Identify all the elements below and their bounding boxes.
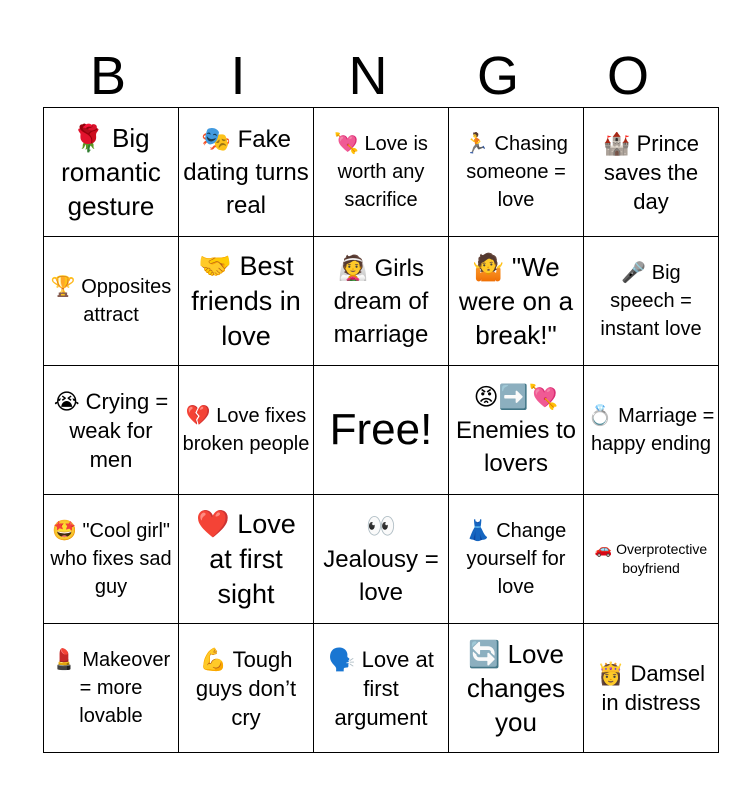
bingo-cell[interactable] <box>44 108 179 237</box>
cell-text: 💘 Love is worth any sacrifice <box>334 133 428 211</box>
header-letter-i: I <box>230 46 246 106</box>
cell-text: 💍 Marriage = happy ending <box>587 405 715 455</box>
cell-text: 🏃 Chasing someone = love <box>464 133 568 211</box>
bingo-board <box>43 107 719 753</box>
board-row-3 <box>44 366 719 495</box>
bingo-cell[interactable] <box>179 495 314 624</box>
bingo-header <box>43 40 693 108</box>
cell-text: ❤️ Love at first sight <box>196 508 296 609</box>
cell-text: 🗣️ Love at first argument <box>328 646 434 730</box>
bingo-cell[interactable] <box>449 237 584 366</box>
bingo-cell[interactable] <box>584 237 719 366</box>
board-row-2 <box>44 237 719 366</box>
cell-text: 🤝 Best friends in love <box>191 250 301 351</box>
cell-text: 👸 Damsel in distress <box>596 661 706 715</box>
bingo-cell[interactable] <box>584 495 719 624</box>
header-letter-n: N <box>348 46 388 106</box>
cell-text: 👰 Girls dream of marriage <box>333 254 429 348</box>
cell-text: 🔄 Love changes you <box>466 639 566 737</box>
bingo-cell[interactable] <box>44 237 179 366</box>
cell-text: 😭 Crying = weak for men <box>53 388 169 472</box>
cell-text: 🏆 Opposites attract <box>50 276 172 326</box>
bingo-cell[interactable] <box>44 624 179 753</box>
bingo-cell[interactable] <box>449 366 584 495</box>
board-row-5 <box>44 624 719 753</box>
free-space[interactable] <box>314 366 449 495</box>
bingo-cell[interactable] <box>179 366 314 495</box>
cell-text: 🏰 Prince saves the day <box>603 130 699 214</box>
header-letter-o: O <box>606 46 649 106</box>
bingo-cell[interactable] <box>449 495 584 624</box>
cell-text: 💪 Tough guys don’t cry <box>195 646 297 730</box>
cell-text: 👀 Jealousy = love <box>323 512 439 606</box>
cell-text: 💄 Makeover = more lovable <box>51 649 171 727</box>
bingo-cell[interactable] <box>584 108 719 237</box>
cell-text: 🎭 Fake dating turns real <box>183 125 309 219</box>
bingo-cell[interactable] <box>314 495 449 624</box>
cell-text: 🤩 "Cool girl" who fixes sad guy <box>50 520 172 598</box>
cell-text: 🎤 Big speech = instant love <box>600 262 702 340</box>
cell-text: 😡➡️💘 Enemies to lovers <box>455 383 577 477</box>
cell-text: 🚗 Overprotective boyfriend <box>594 541 708 576</box>
bingo-cell[interactable] <box>314 108 449 237</box>
cell-text: 🌹 Big romantic gesture <box>61 123 161 221</box>
free-space-label: Free! <box>329 405 433 454</box>
bingo-cell[interactable] <box>449 624 584 753</box>
header-letter-b: B <box>89 46 127 106</box>
bingo-cell[interactable] <box>44 495 179 624</box>
bingo-cell[interactable] <box>584 366 719 495</box>
bingo-cell[interactable] <box>179 237 314 366</box>
header-letter-g: G <box>476 46 519 106</box>
bingo-cell[interactable] <box>314 237 449 366</box>
board-row-4 <box>44 495 719 624</box>
bingo-cell[interactable] <box>314 624 449 753</box>
cell-text: 💔 Love fixes broken people <box>182 405 310 455</box>
board-row-1 <box>44 108 719 237</box>
cell-text: 🤷 "We were on a break!" <box>458 252 574 350</box>
cell-text: 👗 Change yourself for love <box>465 520 567 598</box>
bingo-cell[interactable] <box>44 366 179 495</box>
bingo-cell[interactable] <box>179 108 314 237</box>
bingo-cell[interactable] <box>179 624 314 753</box>
bingo-cell[interactable] <box>449 108 584 237</box>
bingo-cell[interactable] <box>584 624 719 753</box>
